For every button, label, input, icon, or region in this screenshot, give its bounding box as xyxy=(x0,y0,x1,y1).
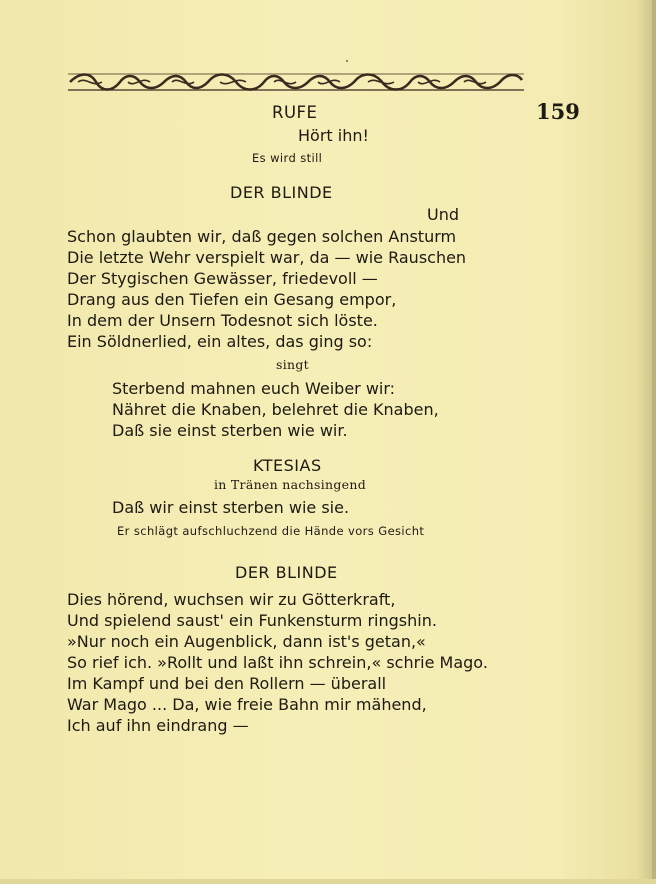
speaker-der-blinde-1: DER BLINDE xyxy=(230,183,333,202)
stage-direction-es-wird-still: Es wird still xyxy=(252,151,323,165)
stage-direction-er-schlaegt: Er schlägt aufschluchzend die Hände vors Gesicht xyxy=(117,524,425,538)
page-bottom-edge xyxy=(0,879,656,884)
speaker-ktesias: KTESIAS xyxy=(253,456,322,475)
stanza-1-line: Drang aus den Tiefen ein Gesang empor, xyxy=(67,290,397,309)
running-header: RUFE xyxy=(272,103,318,122)
decorative-ornament-band xyxy=(68,72,524,92)
stanza-1-line: Der Stygischen Gewässer, friedevoll — xyxy=(67,269,378,288)
stanza-1-line: Schon glaubten wir, daß gegen solchen Ansturm xyxy=(67,227,457,246)
stanza-1-line: Ein Söldnerlied, ein altes, das ging so: xyxy=(67,332,373,351)
ktesias-line: Daß wir einst sterben wie sie. xyxy=(112,498,350,517)
stanza-1-line: Die letzte Wehr verspielt war, da — wie Rauschen xyxy=(67,248,467,267)
page-edge xyxy=(652,0,656,884)
stanza-2-line: Dies hörend, wuchsen wir zu Götterkraft, xyxy=(67,590,396,609)
stage-direction-in-traenen: in Tränen nachsingend xyxy=(214,477,367,492)
stanza-2-line: Und spielend saust' ein Funkensturm ringshin. xyxy=(67,611,437,630)
song-line: Sterbend mahnen euch Weiber wir: xyxy=(112,379,396,398)
speaker-der-blinde-2: DER BLINDE xyxy=(235,563,338,582)
stanza-2-line: Ich auf ihn eindrang — xyxy=(67,716,249,735)
stage-direction-singt: singt xyxy=(276,357,309,372)
und-line: Und xyxy=(427,205,460,224)
song-line: Nähret die Knaben, belehret die Knaben, xyxy=(112,400,439,419)
stanza-2-line: War Mago ... Da, wie freie Bahn mir mähend, xyxy=(67,695,427,714)
song-line: Daß sie einst sterben wie wir. xyxy=(112,421,348,440)
stanza-2-line: So rief ich. »Rollt und laßt ihn schrein,« schrie Mago. xyxy=(67,653,488,672)
speck xyxy=(346,60,348,62)
stanza-1-line: In dem der Unsern Todesnot sich löste. xyxy=(67,311,378,330)
hoert-ihn-line: Hört ihn! xyxy=(298,126,369,145)
stanza-2-line: »Nur noch ein Augenblick, dann ist's getan,« xyxy=(67,632,426,651)
page-number: 159 xyxy=(536,99,580,124)
stanza-2-line: Im Kampf und bei den Rollern — überall xyxy=(67,674,387,693)
